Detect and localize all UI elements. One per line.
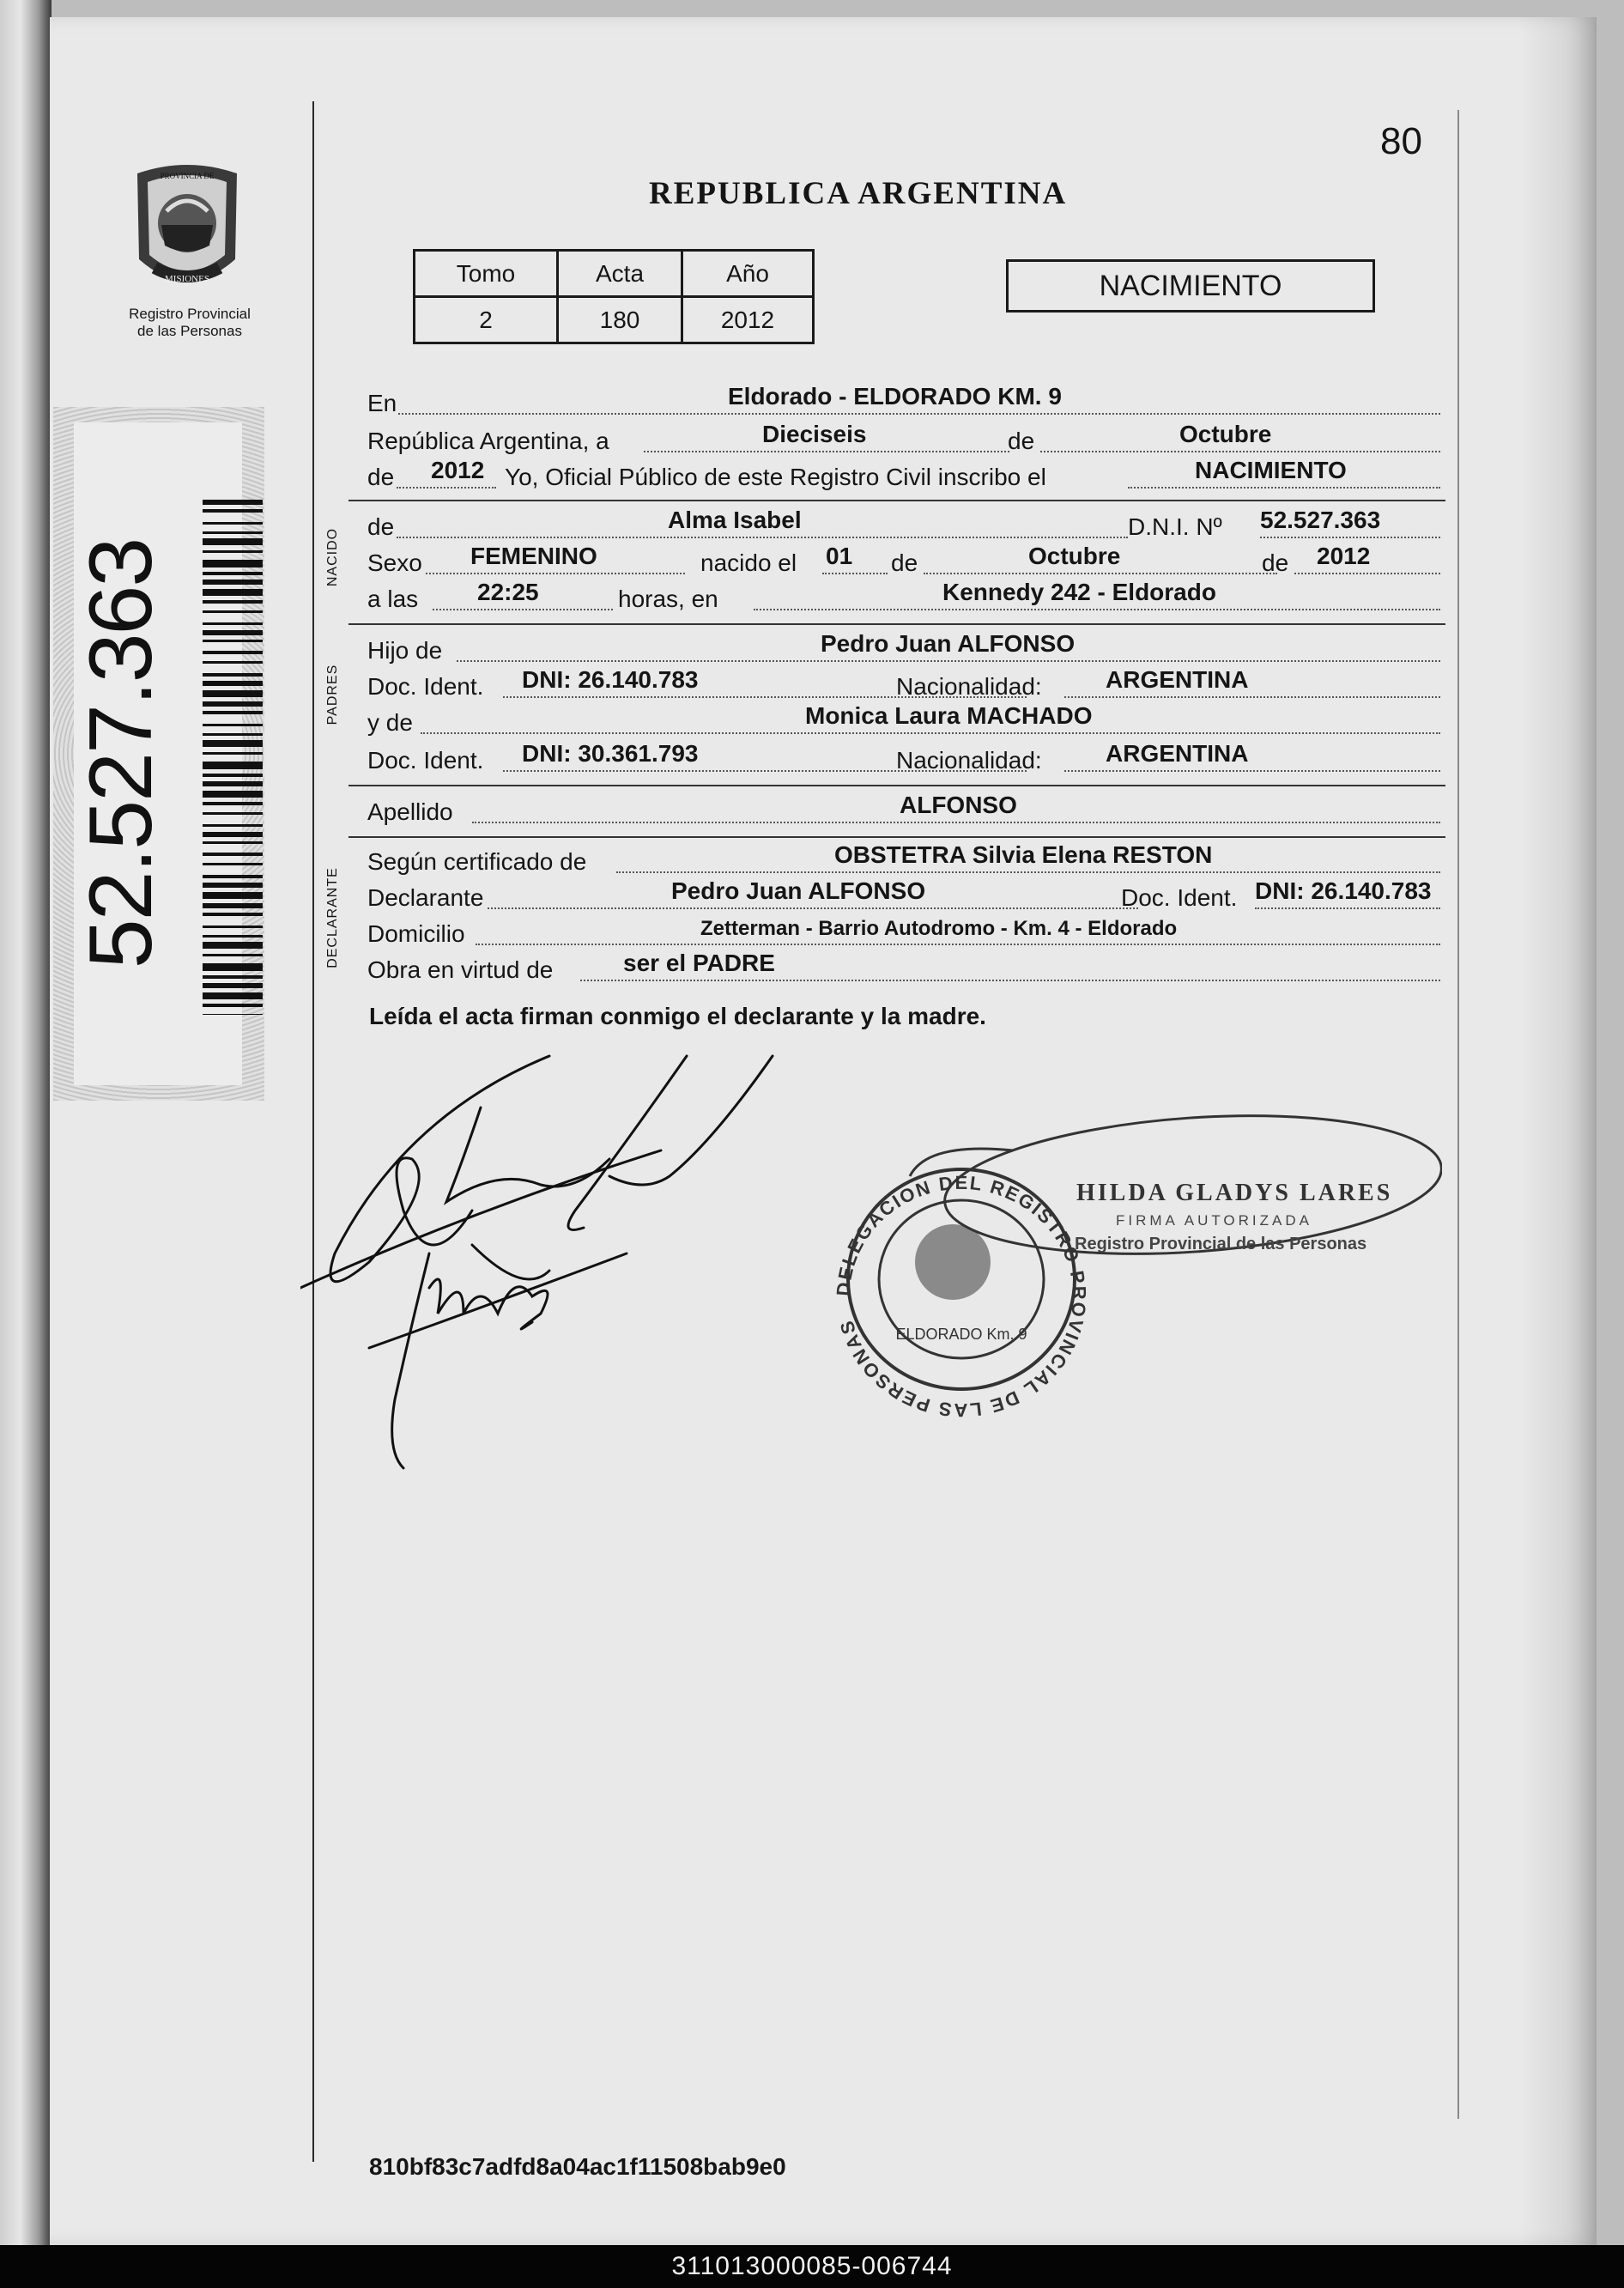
sticker-number: 52.527.363 <box>71 538 171 969</box>
document-hash: 810bf83c7adfd8a04ac1f11508bab9e0 <box>369 2153 786 2180</box>
closing-statement: Leída el acta firman conmigo el declarante y la madre. <box>369 1003 986 1029</box>
stamp-official-title: FIRMA AUTORIZADA <box>1116 1212 1312 1229</box>
logo-caption: Registro Provincial de las Personas <box>129 306 251 339</box>
document-title: REPUBLICA ARGENTINA <box>649 176 1068 211</box>
row-declarante: Declarante Pedro Juan ALFONSO Doc. Ident. DNI: 26.140.783 <box>367 881 1442 913</box>
header-acta: Acta <box>558 251 682 297</box>
book-reference-table <box>413 249 815 344</box>
stamp-organization: Registro Provincial de las Personas <box>1075 1235 1367 1253</box>
page-number: 80 <box>1380 120 1422 162</box>
svg-text:MISIONES: MISIONES <box>165 274 209 284</box>
header-anio: Año <box>682 251 814 297</box>
act-type-box: NACIMIENTO <box>1006 259 1375 313</box>
row-padre: Hijo de Pedro Juan ALFONSO <box>367 634 1442 666</box>
separator <box>348 500 1445 501</box>
row-nacido-sexo: Sexo FEMENINO nacido el 01 de Octubre de 2012 <box>367 546 1442 579</box>
value-acta: 180 <box>558 297 682 343</box>
svg-text:DELEGACION DEL REGISTRO PROVIN: DELEGACION DEL REGISTRO PROVINCIAL DE LAS PERSONAS <box>832 1171 1091 1422</box>
separator <box>348 785 1445 786</box>
row-madre-doc: Doc. Ident. DNI: 30.361.793 Nacionalidad: ARGENTINA <box>367 743 1442 776</box>
row-fecha: República Argentina, a Dieciseis de Octubre <box>367 424 1442 457</box>
value-tomo: 2 <box>415 297 558 343</box>
section-label-declarante: DECLARANTE <box>325 867 340 968</box>
row-nacido-hora: a las 22:25 horas, en Kennedy 242 - Eldorado <box>367 582 1442 615</box>
separator <box>348 623 1445 625</box>
row-certificado: Según certificado de OBSTETRA Silvia Elena RESTON <box>367 845 1442 877</box>
row-padre-doc: Doc. Ident. DNI: 26.140.783 Nacionalidad: ARGENTINA <box>367 670 1442 702</box>
page-shadow <box>1519 17 1597 2245</box>
right-margin-line <box>1457 110 1459 2119</box>
header-tomo: Tomo <box>415 251 558 297</box>
barcode-sticker <box>53 407 264 1101</box>
book-spine <box>0 0 52 2245</box>
row-obra: Obra en virtud de ser el PADRE <box>367 953 1442 986</box>
svg-text:PROVINCIA DE: PROVINCIA DE <box>160 172 215 180</box>
svg-text:ELDORADO Km. 9: ELDORADO Km. 9 <box>895 1326 1027 1343</box>
section-label-nacido: NACIDO <box>325 527 340 587</box>
handwritten-signatures <box>300 1039 798 1485</box>
row-apellido: Apellido ALFONSO <box>367 795 1442 828</box>
row-nacido-nombre: de Alma Isabel D.N.I. Nº 52.527.363 <box>367 510 1442 543</box>
row-lugar: En Eldorado - ELDORADO KM. 9 <box>367 386 1442 419</box>
row-anio: de 2012 Yo, Oficial Público de este Registro Civil inscribo el NACIMIENTO <box>367 460 1442 493</box>
separator <box>348 836 1445 838</box>
value-anio: 2012 <box>682 297 814 343</box>
footer-code: 311013000085-006744 <box>671 2252 953 2280</box>
row-madre: y de Monica Laura MACHADO <box>367 706 1442 738</box>
row-domicilio: Domicilio Zetterman - Barrio Autodromo - Km. 4 - Eldorado <box>367 917 1442 950</box>
stamp-official-name: HILDA GLADYS LARES <box>1076 1180 1393 1206</box>
section-label-padres: PADRES <box>325 664 340 725</box>
official-seal <box>790 1090 1442 1434</box>
barcode-icon <box>203 500 263 1015</box>
coat-of-arms-icon <box>129 156 245 302</box>
